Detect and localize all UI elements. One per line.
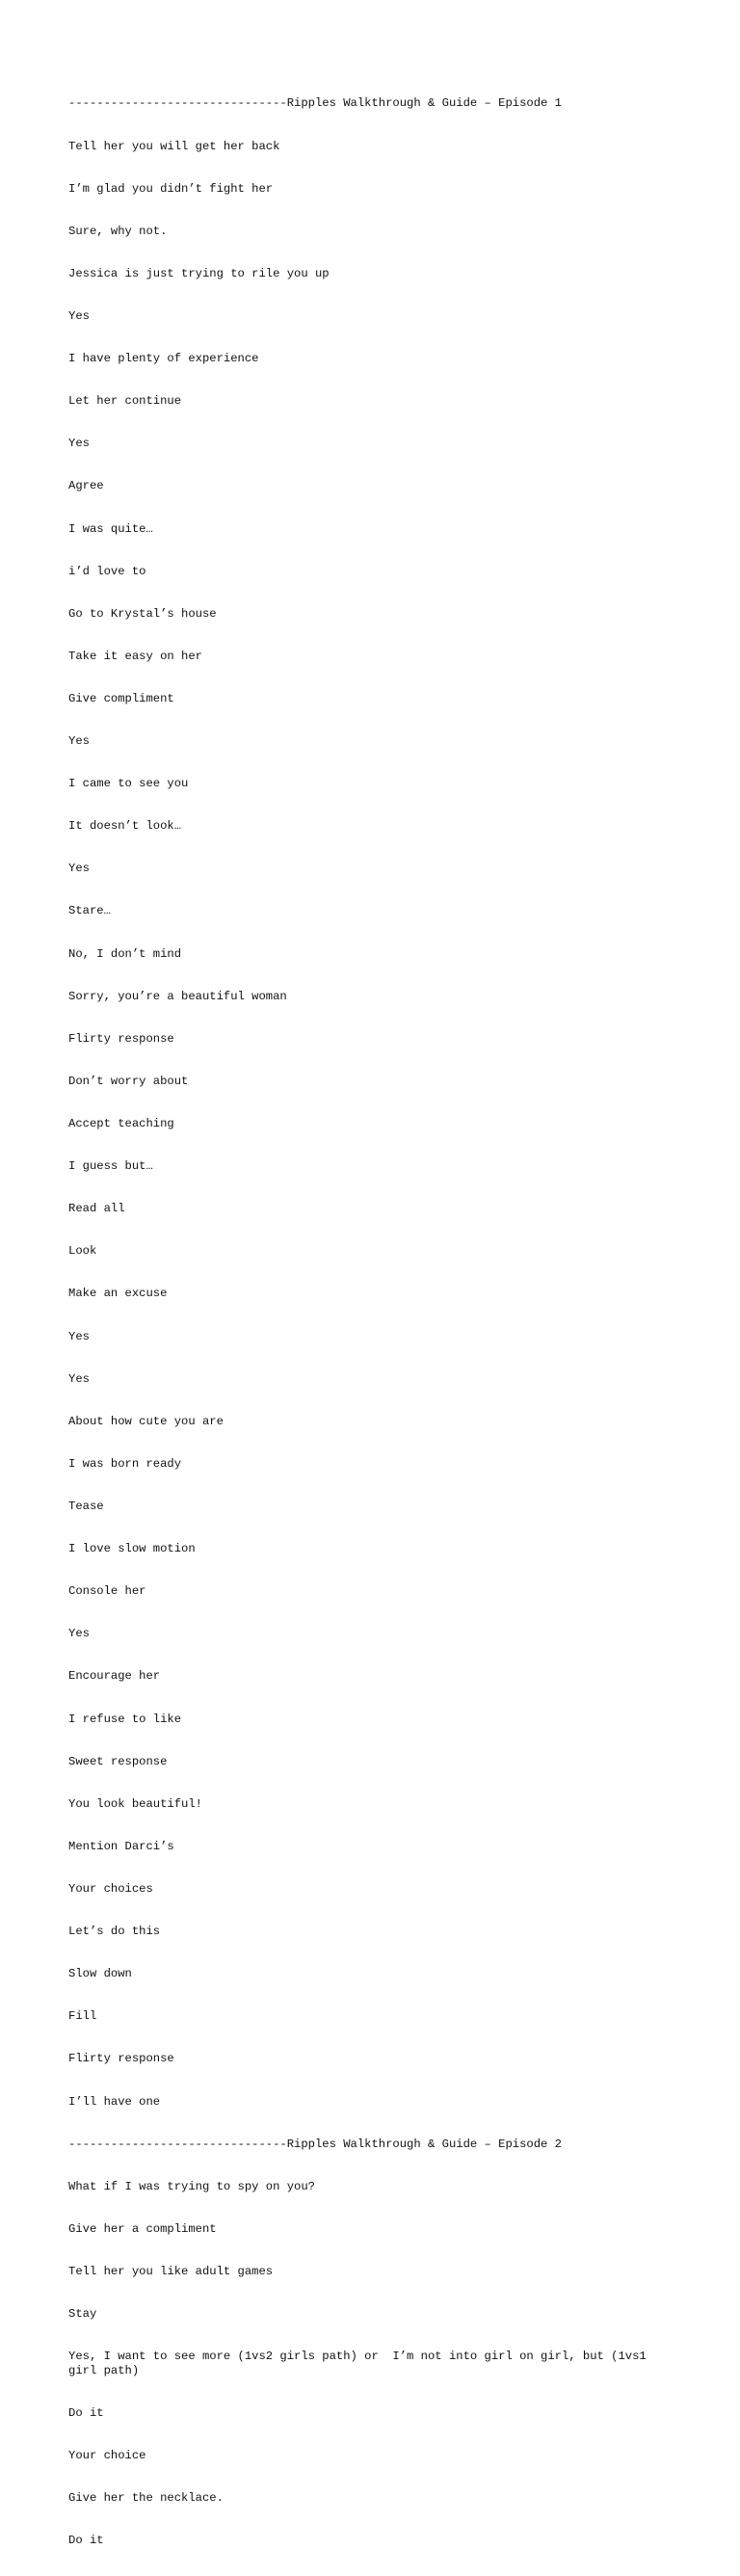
text-line: Do it xyxy=(68,2534,104,2548)
text-line: Yes, I want to see more (1vs2 girls path) or I’m not into girl on girl, but (1vs1 girl path) xyxy=(68,2350,654,2377)
text-line: Look xyxy=(68,1244,97,1259)
text-line: It doesn’t look… xyxy=(68,819,182,834)
text-line: Yes xyxy=(68,734,90,749)
text-line: Flirty response xyxy=(68,1031,174,1046)
episode-1-heading: -------------------------------Ripples Walkthrough & Guide – Episode 1 xyxy=(68,96,562,111)
text-line: Read all xyxy=(68,1202,125,1216)
text-line: Sweet response xyxy=(68,1754,168,1768)
text-line: Tell her you will get her back xyxy=(68,139,280,153)
text-line: Tell her you like adult games xyxy=(68,2264,274,2278)
text-line: Take it easy on her xyxy=(68,649,202,663)
text-line: Give her the necklace. xyxy=(68,2491,224,2506)
text-line: Fill xyxy=(68,2009,97,2024)
text-line: Give her a compliment xyxy=(68,2221,217,2236)
text-line: Yes xyxy=(68,437,90,451)
text-line: Console her xyxy=(68,1584,146,1599)
text-line: Accept teaching xyxy=(68,1117,174,1131)
text-line: I’ll have one xyxy=(68,2094,161,2109)
text-line: Sure, why not. xyxy=(68,224,168,238)
text-line: Don’t worry about xyxy=(68,1074,189,1088)
text-line: Mention Darci’s xyxy=(68,1839,174,1853)
text-line: Flirty response xyxy=(68,2052,174,2066)
text-line: I’m glad you didn’t fight her xyxy=(68,181,274,196)
text-line: Let her continue xyxy=(68,394,182,409)
episode-2-heading: -------------------------------Ripples Walkthrough & Guide – Episode 2 xyxy=(68,2137,562,2151)
text-line: Yes xyxy=(68,1329,90,1343)
text-line: I refuse to like xyxy=(68,1712,182,1726)
text-line: Your choice xyxy=(68,2449,146,2463)
text-line: I was quite… xyxy=(68,521,153,536)
text-line: Yes xyxy=(68,862,90,876)
text-line: You look beautiful! xyxy=(68,1796,202,1811)
text-line: Encourage her xyxy=(68,1669,161,1684)
text-line: Slow down xyxy=(68,1967,132,1981)
text-line: i’d love to xyxy=(68,564,146,578)
text-line: Do it xyxy=(68,2406,104,2421)
text-line: Jessica is just trying to rile you up xyxy=(68,266,330,280)
text-line: What if I was trying to spy on you? xyxy=(68,2179,315,2193)
text-line: Sorry, you’re a beautiful woman xyxy=(68,989,287,1003)
text-line: I was born ready xyxy=(68,1456,182,1471)
text-line: Make an excuse xyxy=(68,1287,168,1301)
text-line: Stay xyxy=(68,2307,97,2322)
text-line: Stare… xyxy=(68,904,111,918)
text-line: Let’s do this xyxy=(68,1925,161,1939)
text-line: Tease xyxy=(68,1500,104,1514)
text-line: Go to Krystal’s house xyxy=(68,606,217,621)
text-line: Agree xyxy=(68,479,104,493)
text-line: Yes xyxy=(68,308,90,323)
text-line: No, I don’t mind xyxy=(68,946,182,961)
text-line: I love slow motion xyxy=(68,1542,196,1556)
walkthrough-text xyxy=(68,68,675,2576)
text-line: Your choices xyxy=(68,1882,153,1896)
text-line: I guess but… xyxy=(68,1159,153,1174)
text-line: I have plenty of experience xyxy=(68,352,259,366)
text-line: Yes xyxy=(68,1371,90,1386)
text-line: I came to see you xyxy=(68,777,189,791)
text-line: About how cute you are xyxy=(68,1414,224,1428)
text-line: Give compliment xyxy=(68,691,174,705)
text-line: Yes xyxy=(68,1627,90,1641)
